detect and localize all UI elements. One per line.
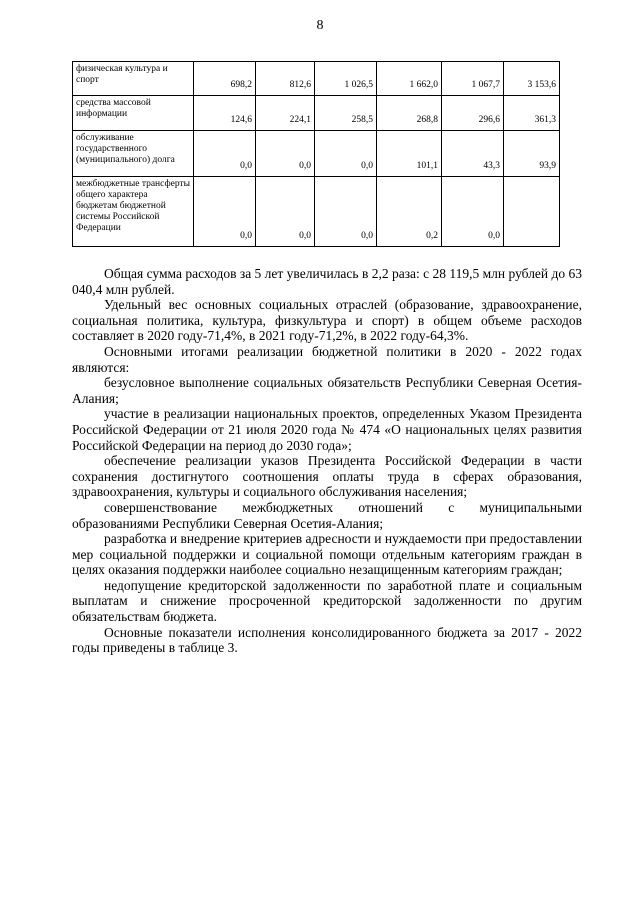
table-cell: 812,6 xyxy=(256,62,315,96)
table-row xyxy=(73,62,560,96)
table-cell: 1 662,0 xyxy=(377,62,442,96)
expenditure-table xyxy=(72,61,560,247)
table-cell: 124,6 xyxy=(194,96,256,131)
table-cell: 0,0 xyxy=(256,131,315,177)
table-cell: 101,1 xyxy=(377,131,442,177)
table-cell: 0,0 xyxy=(194,177,256,247)
list-item: недопущение кредиторской задолженности по заработной плате и социальным выплатам и снижение просроченной кредиторской задолженности по другим обязательствам бюджета. xyxy=(72,577,582,625)
table-cell: 0,0 xyxy=(315,177,377,247)
table-cell xyxy=(504,177,560,247)
list-item: безусловное выполнение социальных обязательств Республики Северная Осетия-Алания; xyxy=(72,375,582,406)
table-cell: 258,5 xyxy=(315,96,377,131)
table-cell: 361,3 xyxy=(504,96,560,131)
table-cell: 0,0 xyxy=(194,131,256,177)
table-cell: 224,1 xyxy=(256,96,315,131)
table-row xyxy=(73,96,560,131)
table-cell: 43,3 xyxy=(442,131,504,177)
row-label: физическая культура и спорт xyxy=(73,62,194,96)
row-label: обслуживание государственного (муниципального) долга xyxy=(73,131,194,177)
table-cell: 1 067,7 xyxy=(442,62,504,96)
table-cell: 0,0 xyxy=(315,131,377,177)
paragraph: Основные показатели исполнения консолидированного бюджета за 2017 - 2022 годы приведены в таблице 3. xyxy=(72,624,582,656)
table-cell: 296,6 xyxy=(442,96,504,131)
page-number: 8 xyxy=(316,18,324,33)
row-label: средства массовой информации xyxy=(73,96,194,131)
table-row xyxy=(73,177,560,247)
paragraph: Основными итогами реализации бюджетной политики в 2020 - 2022 годах являются: xyxy=(72,343,582,375)
table-cell: 698,2 xyxy=(194,62,256,96)
table-cell: 93,9 xyxy=(504,131,560,177)
table-row xyxy=(73,131,560,177)
paragraph: Удельный вес основных социальных отраслей (образование, здравоохранение, социальная политика, культура, физкультура и спорт) в общем объеме расходов составляет в 2020 году-71,4%, в 2021 году-71,2%, в 2022 году-64,3%. xyxy=(72,297,582,344)
table-cell: 1 026,5 xyxy=(315,62,377,96)
list-item: участие в реализации национальных проектов, определенных Указом Президента Российской Федерации от 21 июля 2020 года № 474 «О национальных целях развития Российской Федерации на период до 2030 года»; xyxy=(72,406,582,453)
table-cell: 0,0 xyxy=(256,177,315,247)
table-cell: 268,8 xyxy=(377,96,442,131)
list-item: обеспечение реализации указов Президента Российской Федерации в части сохранения достигнутого соотношения оплаты труда в сферах образования, здравоохранения, культуры и социального обслуживания населения; xyxy=(72,453,582,500)
table-cell: 0,2 xyxy=(377,177,442,247)
body-text xyxy=(72,266,582,656)
paragraph: Общая сумма расходов за 5 лет увеличилась в 2,2 раза: с 28 119,5 млн рублей до 63 040,4 млн рублей. xyxy=(72,266,583,297)
table-cell: 0,0 xyxy=(442,177,504,247)
list-item: совершенствование межбюджетных отношений с муниципальными образованиями Республики Северная Осетия-Алания; xyxy=(72,499,582,531)
table-cell: 3 153,6 xyxy=(504,62,560,96)
list-item: разработка и внедрение критериев адресности и нуждаемости при предоставлении мер социальной поддержки и социальной помощи отдельным категориям граждан в целях оказания поддержки наиболее социально незащищенным категориям граждан; xyxy=(72,531,582,578)
row-label: межбюджетные трансферты общего характера бюджетам бюджетной системы Российской Федерации xyxy=(73,177,194,247)
